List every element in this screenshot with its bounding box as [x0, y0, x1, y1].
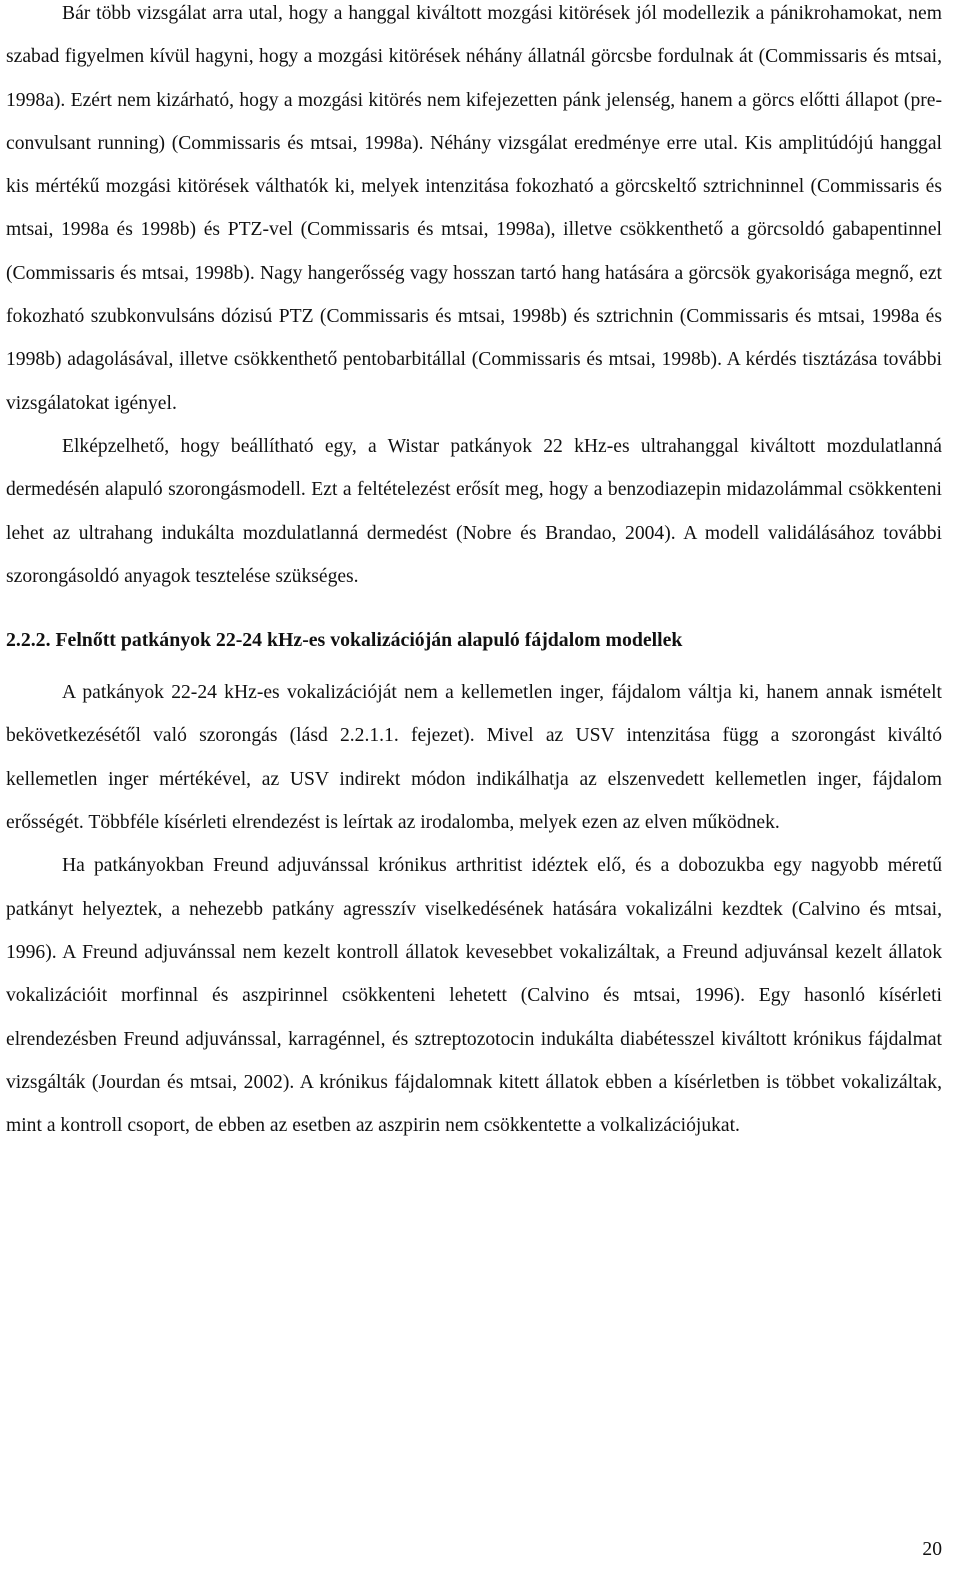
paragraph-ultrasound-anxiety-model: Elképzelhető, hogy beállítható egy, a Wistar patkányok 22 kHz-es ultrahanggal kiváltott mozdulatlanná dermedésén alapuló szorongásmodell. Ezt a feltételezést erősít meg, hogy a benzodiazepin midazolámmal csökkenteni lehet az ultrahang indukálta mozdulatlanná dermedést (Nobre és Brandao, 2004). A modell validálásához további szorongásoldó anyagok tesztelése szükséges. [6, 435, 942, 587]
paragraph-vocalization-pain: A patkányok 22-24 kHz-es vokalizációját nem a kellemetlen inger, fájdalom váltja ki, hanem annak ismételt bekövetkezésétől való szorongás (lásd 2.2.1.1. fejezet). Mivel az USV intenzitása függ a szorongást kiváltó kellemetlen inger mértékével, az USV indirekt módon indikálhatja az elszenvedett kellemetlen inger, fájdalom erősségét. Többféle kísérleti elrendezést is leírtak az irodalomba, melyek ezen az elven működnek. [6, 682, 942, 834]
section-heading: 2.2.2. Felnőtt patkányok 22-24 kHz-es vokalizációján alapuló fájdalom modellek [6, 629, 683, 652]
page-number: 20 [922, 1539, 942, 1560]
paragraph-panic-model: Bár több vizsgálat arra utal, hogy a hanggal kiváltott mozgási kitörések jól modellezik a pánikrohamokat, nem szabad figyelmen kívül hagyni, hogy a mozgási kitörések néhány állatnál görcsbe fordulnak át (Commissaris és mtsai, 1998a). Ezért nem kizárható, hogy a mozgási kitörés nem kifejezetten pánk jelenség, hanem a görcs előtti állapot (pre-convulsant running) (Commissaris és mtsai, 1998a). Néhány vizsgálat eredménye erre utal. Kis amplitúdójú hanggal kis mértékű mozgási kitörések válthatók ki, melyek intenzitása fokozható a görcskeltő sztrichninnel (Commissaris és mtsai, 1998a és 1998b) és PTZ-vel (Commissaris és mtsai, 1998a), illetve csökkenthető a görcsoldó gabapentinnel (Commissaris és mtsai, 1998b). Nagy hangerősség vagy hosszan tartó hang hatására a görcsök gyakorisága megnő, ezt fokozható szubkonvulsáns dózisú PTZ (Commissaris és mtsai, 1998b) és sztrichnin (Commissaris és mtsai, 1998a és 1998b) adagolásával, illetve csökkenthető pentobarbitállal (Commissaris és mtsai, 1998b). A kérdés tisztázása további vizsgálatokat igényel. [6, 3, 942, 414]
document-body [6, 0, 942, 1147]
paragraph-freund-adjuvant: Ha patkányokban Freund adjuvánssal krónikus arthritist idéztek elő, és a dobozukba egy nagyobb méretű patkányt helyeztek, a nehezebb patkány agresszív viselkedésének hatására vokalizálni kezdtek (Calvino és mtsai, 1996). A Freund adjuvánssal nem kezelt kontroll állatok kevesebbet vokalizáltak, a Freund adjuvánsal kezelt állatok vokalizációit morfinnal és aszpirinnel csökkenteni lehetett (Calvino és mtsai, 1996). Egy hasonló kísérleti elrendezésben Freund adjuvánssal, karragénnel, és sztreptozotocin indukálta diabétesszel kiváltott krónikus fájdalmat vizsgálták (Jourdan és mtsai, 2002). A krónikus fájdalomnak kitett állatok ebben a kísérletben is többet vokalizáltak, mint a kontroll csoport, de ebben az esetben az aszpirin nem csökkentette a volkalizációjukat. [6, 855, 942, 1137]
